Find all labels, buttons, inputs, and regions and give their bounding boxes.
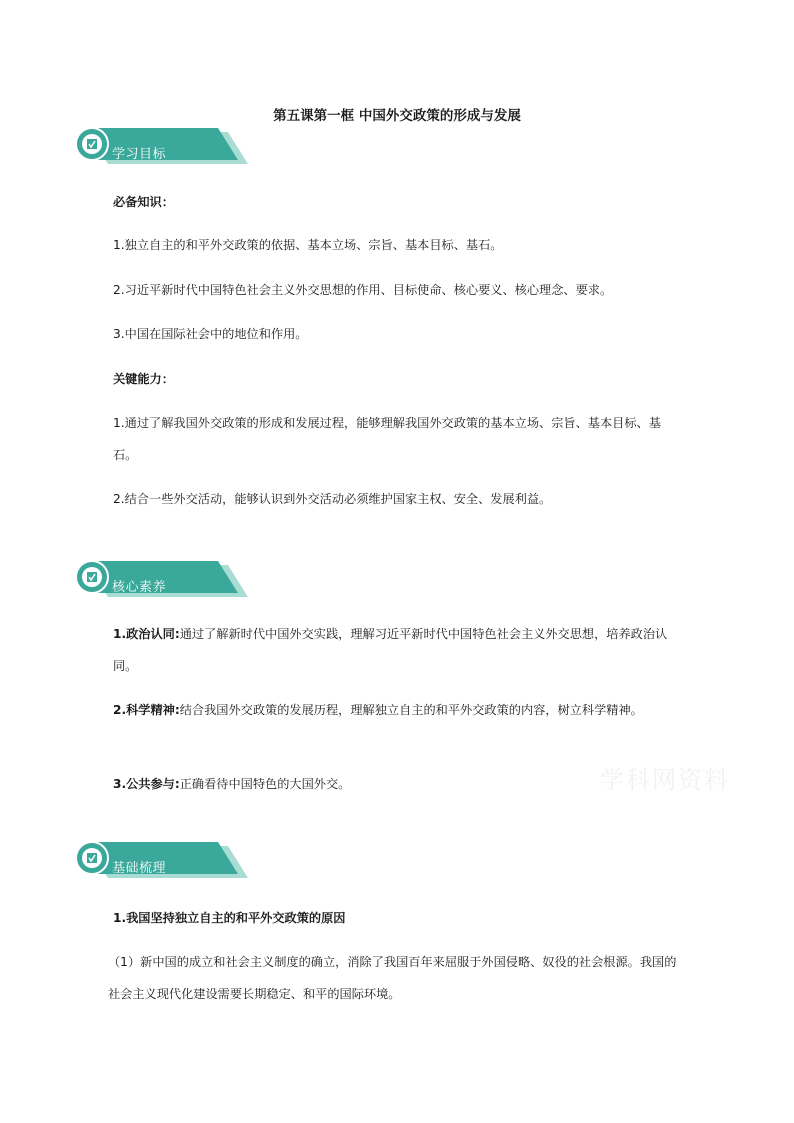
basics-paragraph-1: （1）新中国的成立和社会主义制度的确立，消除了我国百年来屈服于外国侵略、奴役的社会根源。我国的社会主义现代化建设需要长期稳定、和平的国际环境。 bbox=[108, 955, 677, 1001]
basics-heading: 1.我国坚持独立自主的和平外交政策的原因 bbox=[113, 911, 346, 925]
literacy-item-2 bbox=[113, 694, 683, 726]
page-title: 第五课第一框 中国外交政策的形成与发展 bbox=[273, 108, 521, 124]
literacy-lead: 3.公共参与: bbox=[113, 777, 180, 791]
banner-label-literacy: 核心素养 bbox=[112, 580, 167, 593]
check-square-icon bbox=[87, 139, 97, 149]
literacy-text: 通过了解新时代中国外交实践，理解习近平新时代中国特色社会主义外交思想，培养政治认同。 bbox=[113, 627, 668, 673]
literacy-item-3 bbox=[113, 768, 683, 800]
check-square-icon bbox=[87, 572, 97, 582]
literacy-item-1 bbox=[113, 618, 683, 682]
section-banner-objectives bbox=[70, 124, 250, 170]
section-banner-basics bbox=[70, 838, 250, 884]
literacy-lead: 1.政治认同: bbox=[113, 627, 180, 641]
check-square-icon bbox=[87, 853, 97, 863]
literacy-text: 结合我国外交政策的发展历程，理解独立自主的和平外交政策的内容，树立科学精神。 bbox=[179, 703, 643, 717]
banner-label-objectives: 学习目标 bbox=[112, 147, 167, 160]
knowledge-item-3: 3.中国在国际社会中的地位和作用。 bbox=[113, 327, 308, 341]
knowledge-item-2: 2.习近平新时代中国特色社会主义外交思想的作用、目标使命、核心要义、核心理念、要求。 bbox=[113, 283, 613, 297]
ability-item-2: 2.结合一些外交活动，能够认识到外交活动必须维护国家主权、安全、发展利益。 bbox=[113, 492, 552, 506]
knowledge-heading: 必备知识： bbox=[113, 195, 174, 209]
literacy-text: 正确看待中国特色的大国外交。 bbox=[179, 777, 351, 791]
section-banner-literacy bbox=[70, 557, 250, 603]
watermark: 学科网资料 bbox=[600, 766, 730, 794]
ability-item-1: 1.通过了解我国外交政策的形成和发展过程，能够理解我国外交政策的基本立场、宗旨、基本目标、基石。 bbox=[113, 416, 661, 462]
banner-label-basics: 基础梳理 bbox=[112, 861, 167, 874]
knowledge-item-1: 1.独立自主的和平外交政策的依据、基本立场、宗旨、基本目标、基石。 bbox=[113, 238, 503, 252]
literacy-lead: 2.科学精神: bbox=[113, 703, 180, 717]
ability-heading: 关键能力： bbox=[113, 372, 174, 386]
